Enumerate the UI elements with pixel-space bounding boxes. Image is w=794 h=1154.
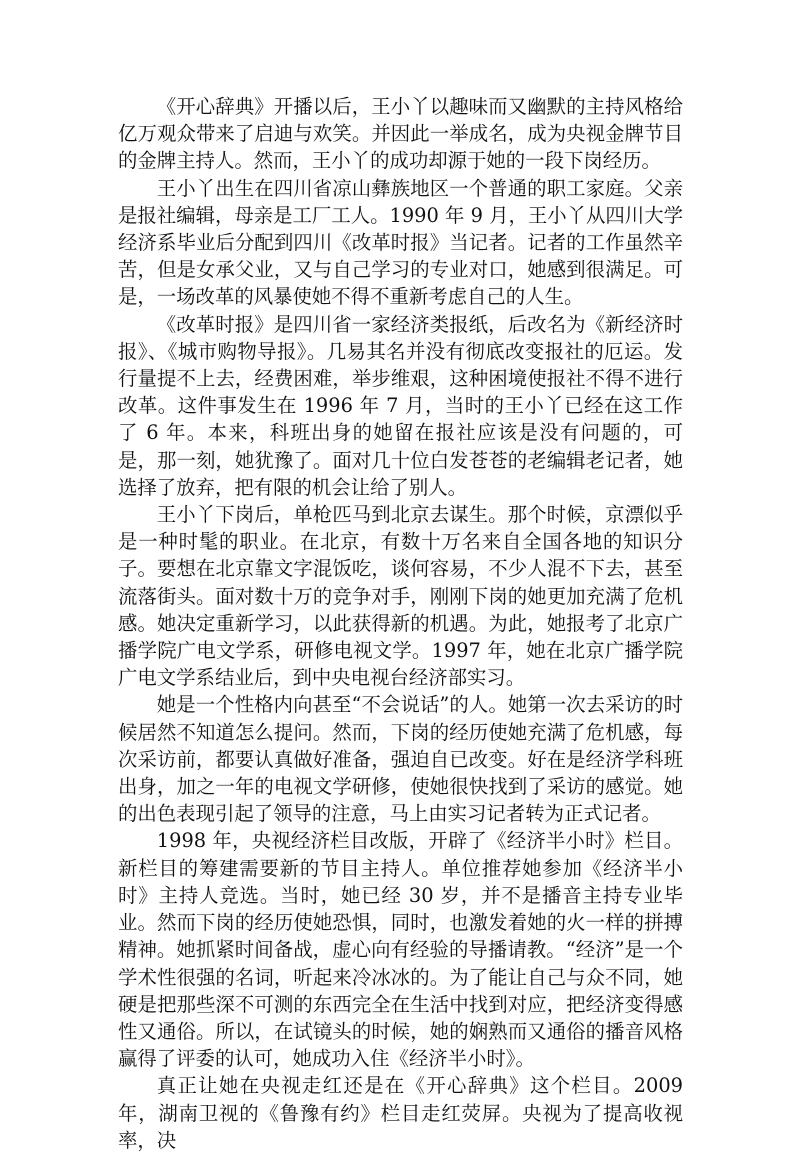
paragraph: 她是一个性格内向甚至“不会说话”的人。她第一次去采访的时候居然不知道怎么提问。然而，下岗的经历使她充满了危机感，每次采访前，都要认真做好准备，强迫自已改变。好在是经济学科班出身，加之一年的电视文学研修，使她很快找到了采访的感觉。她的出色表现引起了领导的注意，马上由实习记者转为正式记者。	[118, 693, 683, 826]
paragraph: 真正让她在央视走红还是在《开心辞典》这个栏目。2009 年，湖南卫视的《鲁豫有约》栏目走红荧屏。央视为了提高收视率，决	[118, 1074, 683, 1152]
paragraph: 《开心辞典》开播以后，王小丫以趣味而又幽默的主持风格给亿万观众带来了启迪与欢笑。并因此一举成名，成为央视金牌节目的金牌主持人。然而，王小丫的成功却源于她的一段下岗经历。	[118, 95, 683, 173]
paragraph: 王小丫下岗后，单枪匹马到北京去谋生。那个时候，京漂似乎是一种时髦的职业。在北京，有数十万名来自全国各地的知识分子。要想在北京靠文字混饭吃，谈何容易，不少人混不下去，甚至流落街头。面对数十万的竞争对手，刚刚下岗的她更加充满了危机感。她决定重新学习，以此获得新的机遇。为此，她报考了北京广播学院广电文学系，研修电视文学。1997 年，她在北京广播学院广电文学系结业后，到中央电视台经济部实习。	[118, 503, 683, 690]
paragraph: 1998 年，央视经济栏目改版，开辟了《经济半小时》栏目。新栏目的筹建需要新的节目主持人。单位推荐她参加《经济半小时》主持人竞选。当时，她已经 30 岁，并不是播音主持专业毕业。然而下岗的经历使她恐惧，同时，也激发着她的火一样的拼搏精神。她抓紧时间备战，虚心向有经验的导播请教。“经济”是一个学术性很强的名词，听起来冷冰冰的。为了能让自己与众不同，她硬是把那些深不可测的东西完全在生活中找到对应，把经济变得感性又通俗。所以，在试镜头的时候，她的娴熟而又通俗的播音风格赢得了评委的认可，她成功入住《经济半小时》。	[118, 829, 683, 1071]
paragraph: 《改革时报》是四川省一家经济类报纸，后改名为《新经济时报》、《城市购物导报》。几易其名并没有彻底改变报社的厄运。发行量提不上去，经费困难，举步维艰，这种困境使报社不得不进行改革。这件事发生在 1996 年 7 月，当时的王小丫已经在这工作了 6 年。本来，科班出身的她留在报社应该是没有问题的，可是，那一刻，她犹豫了。面对几十位白发苍苍的老编辑老记者，她选择了放弃，把有限的机会让给了别人。	[118, 312, 683, 499]
document-body	[118, 93, 683, 1154]
paragraph: 王小丫出生在四川省凉山彝族地区一个普通的职工家庭。父亲是报社编辑，母亲是工厂工人。1990 年 9 月，王小丫从四川大学经济系毕业后分配到四川《改革时报》当记者。记者的工作虽然辛苦，但是女承父业，又与自己学习的专业对口，她感到很满足。可是，一场改革的风暴使她不得不重新考虑自己的人生。	[118, 176, 683, 309]
